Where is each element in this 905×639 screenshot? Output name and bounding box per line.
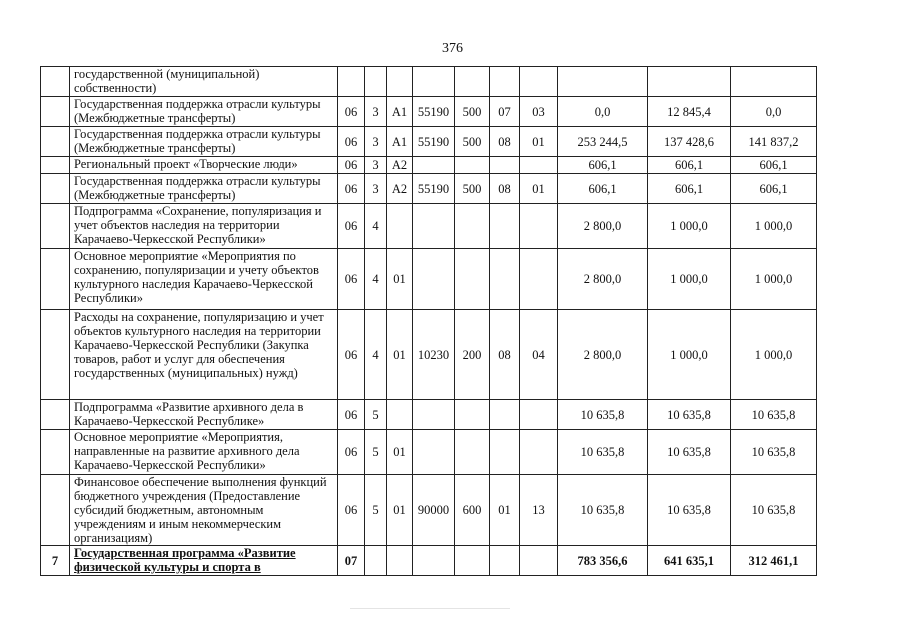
amount-year-2: 606,1 <box>648 157 731 174</box>
table-row <box>41 97 817 127</box>
code-subsection <box>520 249 558 310</box>
code-direction <box>413 249 455 310</box>
table-row <box>41 204 817 249</box>
code-expense-type <box>455 67 490 97</box>
code-direction: 55190 <box>413 97 455 127</box>
amount-year-2: 641 635,1 <box>648 546 731 576</box>
code-program: 06 <box>338 204 365 249</box>
code-event <box>387 400 413 430</box>
amount-year-1: 0,0 <box>558 97 648 127</box>
code-expense-type <box>455 400 490 430</box>
code-section <box>490 430 520 475</box>
code-direction <box>413 546 455 576</box>
code-subprogram: 3 <box>365 127 387 157</box>
amount-year-2: 1 000,0 <box>648 310 731 400</box>
code-event: 01 <box>387 430 413 475</box>
code-subprogram: 5 <box>365 430 387 475</box>
row-number <box>41 310 70 400</box>
code-section <box>490 157 520 174</box>
row-number <box>41 204 70 249</box>
amount-year-3: 0,0 <box>731 97 817 127</box>
row-name: Финансовое обеспечение выполнения функций бюджетного учреждения (Предоставление субсидий бюджетным, автономным учреждениям и иным некоммерческим организациям) <box>70 475 338 546</box>
code-event <box>387 546 413 576</box>
budget-table <box>40 66 817 576</box>
amount-year-2: 12 845,4 <box>648 97 731 127</box>
code-subprogram: 3 <box>365 174 387 204</box>
code-subprogram: 4 <box>365 204 387 249</box>
code-subprogram: 4 <box>365 310 387 400</box>
code-program <box>338 67 365 97</box>
amount-year-2: 10 635,8 <box>648 430 731 475</box>
code-expense-type: 500 <box>455 127 490 157</box>
code-subsection: 01 <box>520 174 558 204</box>
row-name: Государственная поддержка отрасли культуры (Межбюджетные трансферты) <box>70 97 338 127</box>
code-expense-type <box>455 546 490 576</box>
code-expense-type: 600 <box>455 475 490 546</box>
row-number <box>41 157 70 174</box>
code-program: 07 <box>338 546 365 576</box>
code-event: 01 <box>387 310 413 400</box>
amount-year-1: 2 800,0 <box>558 249 648 310</box>
table-row <box>41 400 817 430</box>
row-number <box>41 400 70 430</box>
code-event: А1 <box>387 97 413 127</box>
amount-year-2 <box>648 67 731 97</box>
code-subsection <box>520 546 558 576</box>
code-section: 01 <box>490 475 520 546</box>
code-direction <box>413 430 455 475</box>
amount-year-3: 10 635,8 <box>731 475 817 546</box>
amount-year-1: 2 800,0 <box>558 204 648 249</box>
row-name: Расходы на сохранение, популяризацию и учет объектов культурного наследия на территории Карачаево-Черкесской Республики (Закупка товаров, работ и услуг для обеспечения государственных (муниципальных) нужд) <box>70 310 338 400</box>
amount-year-3: 1 000,0 <box>731 204 817 249</box>
table-row <box>41 157 817 174</box>
code-subsection: 13 <box>520 475 558 546</box>
row-name: государственной (муниципальной) собственности) <box>70 67 338 97</box>
table-row <box>41 67 817 97</box>
amount-year-2: 137 428,6 <box>648 127 731 157</box>
row-number <box>41 127 70 157</box>
amount-year-2: 10 635,8 <box>648 400 731 430</box>
code-expense-type: 500 <box>455 174 490 204</box>
code-subsection <box>520 400 558 430</box>
code-program: 06 <box>338 430 365 475</box>
code-subsection <box>520 430 558 475</box>
table-row <box>41 174 817 204</box>
amount-year-3: 1 000,0 <box>731 310 817 400</box>
code-section: 08 <box>490 310 520 400</box>
row-number <box>41 249 70 310</box>
code-section <box>490 400 520 430</box>
table-row <box>41 430 817 475</box>
row-name: Подпрограмма «Развитие архивного дела в Карачаево-Черкесской Республике» <box>70 400 338 430</box>
amount-year-1: 10 635,8 <box>558 430 648 475</box>
code-event: А2 <box>387 174 413 204</box>
code-subsection: 03 <box>520 97 558 127</box>
row-name: Основное мероприятие «Мероприятия, направленные на развитие архивного дела Карачаево-Черкесской Республики» <box>70 430 338 475</box>
table-row <box>41 249 817 310</box>
code-program: 06 <box>338 310 365 400</box>
amount-year-2: 1 000,0 <box>648 204 731 249</box>
scan-artifact <box>350 608 510 609</box>
code-direction <box>413 67 455 97</box>
code-program: 06 <box>338 174 365 204</box>
code-subprogram: 5 <box>365 400 387 430</box>
amount-year-1: 606,1 <box>558 157 648 174</box>
code-direction: 90000 <box>413 475 455 546</box>
code-expense-type <box>455 249 490 310</box>
code-expense-type <box>455 430 490 475</box>
code-direction <box>413 157 455 174</box>
row-name: Подпрограмма «Сохранение, популяризация и учет объектов наследия на территории Карачаево-Черкесской Республики» <box>70 204 338 249</box>
code-program: 06 <box>338 97 365 127</box>
amount-year-3: 141 837,2 <box>731 127 817 157</box>
amount-year-3: 10 635,8 <box>731 430 817 475</box>
code-event: А1 <box>387 127 413 157</box>
code-direction: 55190 <box>413 127 455 157</box>
code-subsection: 04 <box>520 310 558 400</box>
page-number: 376 <box>442 41 463 56</box>
row-name: Региональный проект «Творческие люди» <box>70 157 338 174</box>
code-section <box>490 546 520 576</box>
code-subprogram <box>365 67 387 97</box>
row-number <box>41 475 70 546</box>
code-event: А2 <box>387 157 413 174</box>
row-name: Государственная поддержка отрасли культуры (Межбюджетные трансферты) <box>70 127 338 157</box>
row-number <box>41 97 70 127</box>
amount-year-1: 606,1 <box>558 174 648 204</box>
code-expense-type <box>455 204 490 249</box>
code-event: 01 <box>387 475 413 546</box>
code-expense-type <box>455 157 490 174</box>
code-subprogram: 3 <box>365 157 387 174</box>
amount-year-3: 606,1 <box>731 174 817 204</box>
table-row <box>41 475 817 546</box>
code-section <box>490 204 520 249</box>
row-name: Государственная поддержка отрасли культуры (Межбюджетные трансферты) <box>70 174 338 204</box>
amount-year-3: 312 461,1 <box>731 546 817 576</box>
code-event <box>387 67 413 97</box>
amount-year-1: 10 635,8 <box>558 475 648 546</box>
code-section <box>490 249 520 310</box>
code-section: 08 <box>490 127 520 157</box>
amount-year-2: 10 635,8 <box>648 475 731 546</box>
code-subsection <box>520 67 558 97</box>
amount-year-1: 2 800,0 <box>558 310 648 400</box>
code-subprogram: 4 <box>365 249 387 310</box>
row-number <box>41 430 70 475</box>
code-direction: 10230 <box>413 310 455 400</box>
code-section <box>490 67 520 97</box>
row-number: 7 <box>41 546 70 576</box>
code-subprogram <box>365 546 387 576</box>
table-row <box>41 310 817 400</box>
amount-year-2: 606,1 <box>648 174 731 204</box>
row-name: Государственная программа «Развитие физической культуры и спорта в <box>70 546 338 576</box>
code-program: 06 <box>338 475 365 546</box>
amount-year-1: 783 356,6 <box>558 546 648 576</box>
code-direction <box>413 400 455 430</box>
amount-year-3: 1 000,0 <box>731 249 817 310</box>
code-program: 06 <box>338 157 365 174</box>
amount-year-1: 253 244,5 <box>558 127 648 157</box>
row-number <box>41 174 70 204</box>
code-event <box>387 204 413 249</box>
row-name: Основное мероприятие «Мероприятия по сохранению, популяризации и учету объектов культурного наследия Карачаево-Черкесской Республики» <box>70 249 338 310</box>
amount-year-3 <box>731 67 817 97</box>
code-event: 01 <box>387 249 413 310</box>
code-direction <box>413 204 455 249</box>
code-subsection: 01 <box>520 127 558 157</box>
amount-year-2: 1 000,0 <box>648 249 731 310</box>
amount-year-1: 10 635,8 <box>558 400 648 430</box>
code-section: 08 <box>490 174 520 204</box>
row-number <box>41 67 70 97</box>
amount-year-3: 606,1 <box>731 157 817 174</box>
code-program: 06 <box>338 249 365 310</box>
code-program: 06 <box>338 127 365 157</box>
amount-year-3: 10 635,8 <box>731 400 817 430</box>
code-subprogram: 3 <box>365 97 387 127</box>
code-program: 06 <box>338 400 365 430</box>
code-expense-type: 500 <box>455 97 490 127</box>
code-section: 07 <box>490 97 520 127</box>
page-bottom-margin <box>40 581 816 639</box>
code-subprogram: 5 <box>365 475 387 546</box>
table-row <box>41 546 817 576</box>
code-direction: 55190 <box>413 174 455 204</box>
code-expense-type: 200 <box>455 310 490 400</box>
table-row <box>41 127 817 157</box>
code-subsection <box>520 204 558 249</box>
code-subsection <box>520 157 558 174</box>
amount-year-1 <box>558 67 648 97</box>
